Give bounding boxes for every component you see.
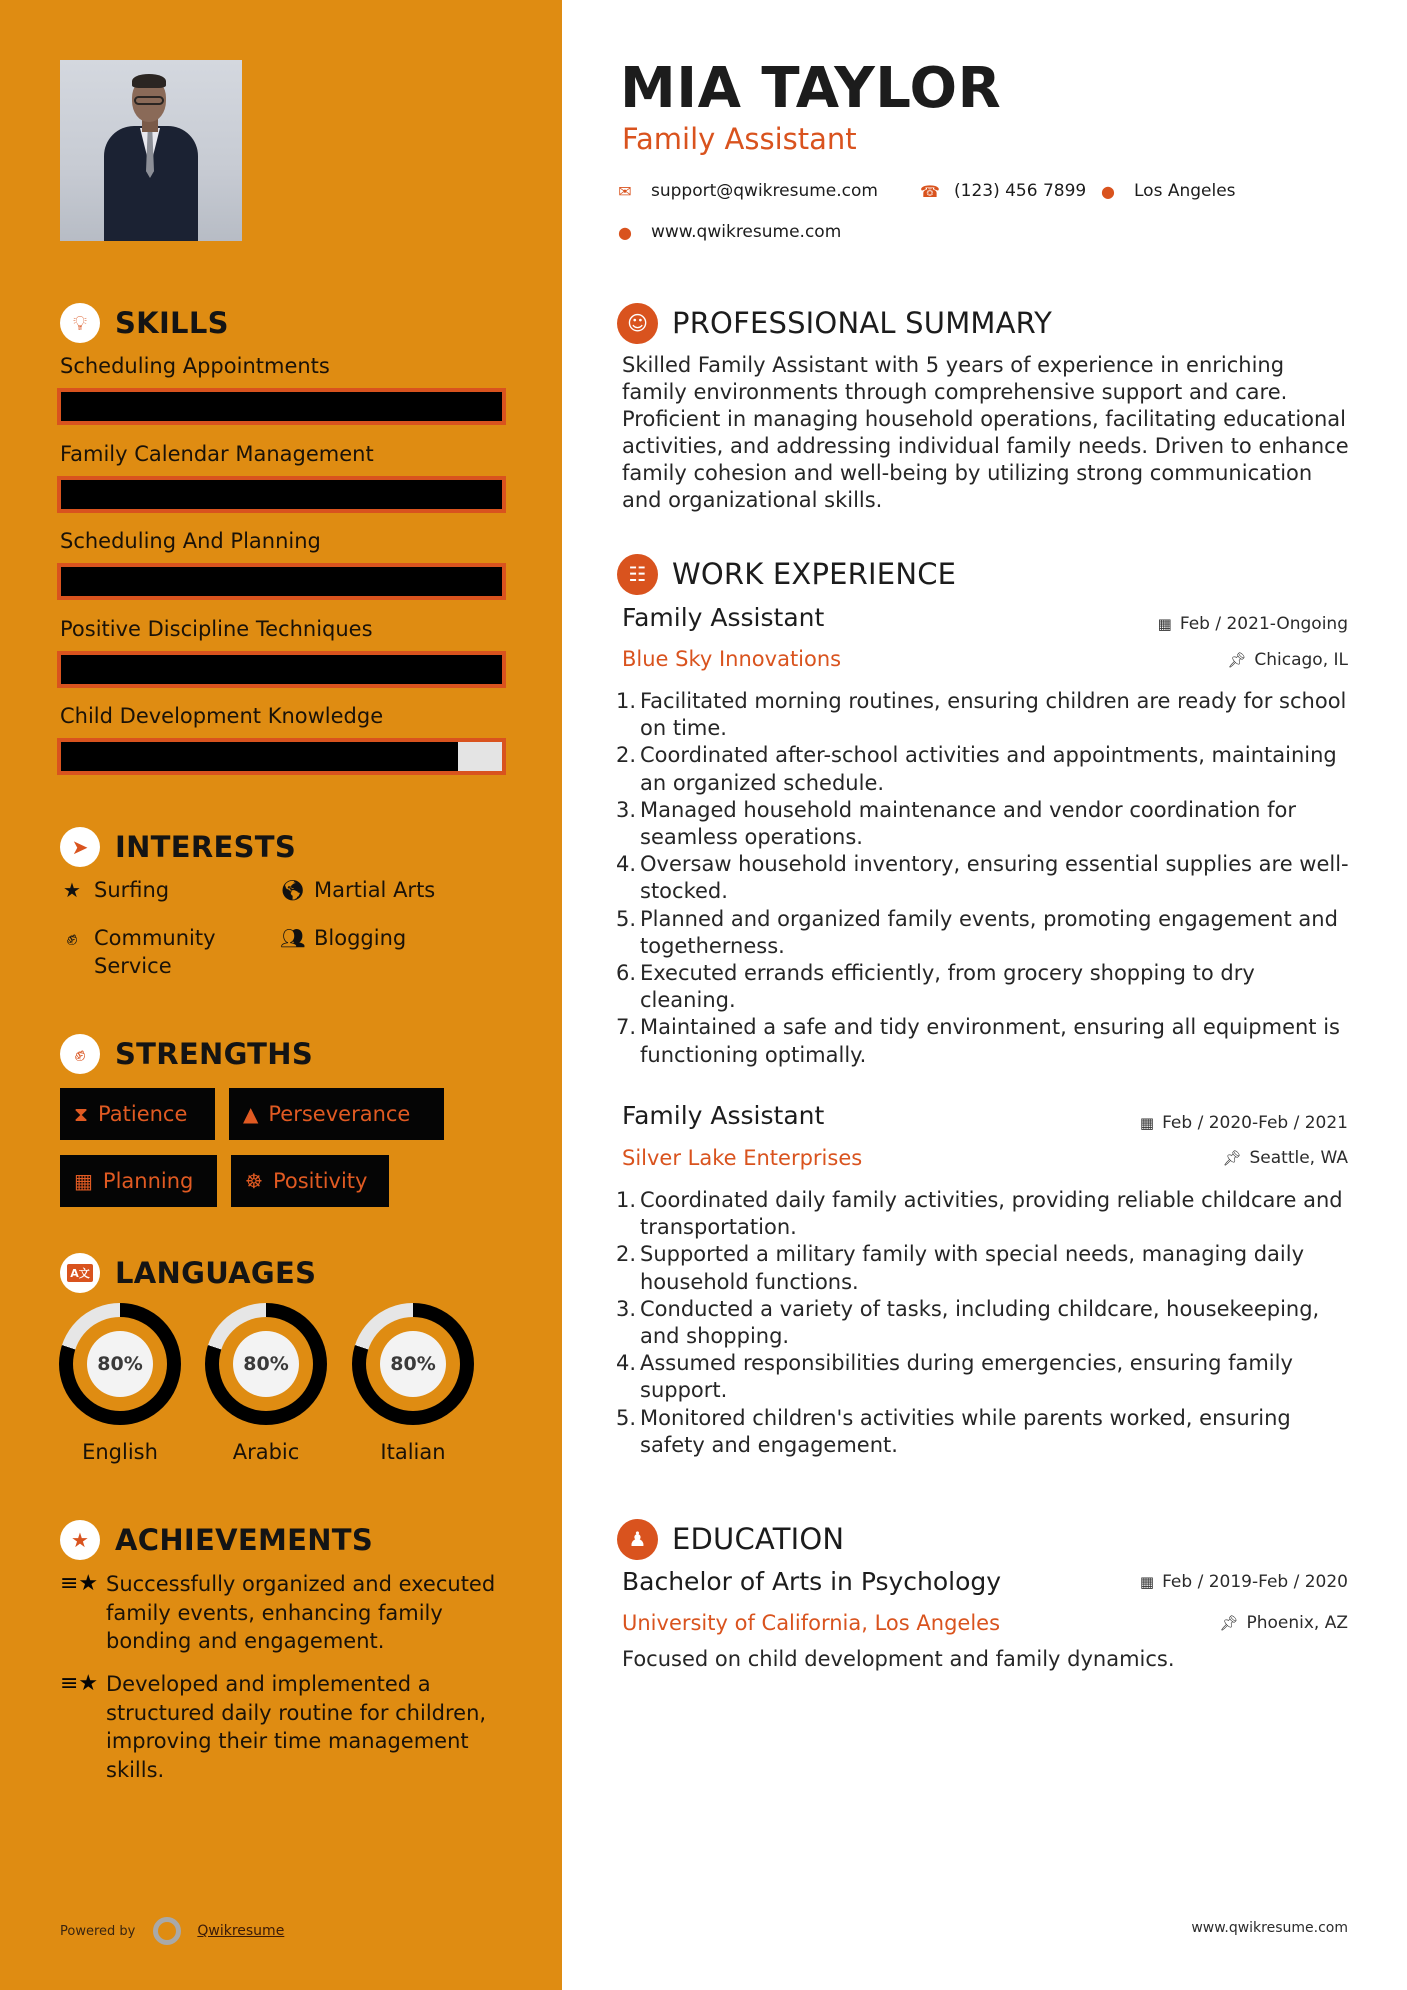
bullet-item: 6. Executed errands efficiently, from grocery shopping to dry cleaning.: [615, 961, 1255, 1013]
candidate-title: Family Assistant: [622, 122, 857, 156]
job-dates: ▦ Feb / 2020-Feb / 2021: [1139, 1113, 1348, 1133]
road-icon: ▲: [243, 1102, 259, 1126]
interest-item: 👥︎ Blogging: [280, 926, 407, 950]
profile-photo: [60, 60, 242, 241]
chair-icon: ☷: [617, 554, 658, 595]
phone-contact: [920, 181, 1086, 201]
degree-title: Bachelor of Arts in Psychology: [622, 1567, 1002, 1596]
language-label: Arabic: [232, 1440, 300, 1464]
website-link[interactable]: www.qwikresume.com: [651, 222, 842, 242]
languages-heading: A文 LANGUAGES: [60, 1252, 316, 1294]
pushpin-icon: 📌︎: [1219, 1614, 1239, 1632]
skill-bar: [57, 738, 506, 775]
job-bullets: [612, 1187, 1357, 1459]
interest-item: ★ Surfing: [60, 876, 260, 904]
bullet-item: 2. Coordinated after-school activities and appointments, maintaining an organized schedule.: [615, 743, 1337, 795]
strength-tag: ▲ Perseverance: [229, 1088, 444, 1140]
language-donut: 80%: [59, 1303, 181, 1425]
powered-by: Powered by Qwikresume: [60, 1917, 284, 1945]
bullet-item: 7. Maintained a safe and tidy environment, ensuring all equipment is functioning optimally.: [615, 1015, 1340, 1067]
job-title: Family Assistant: [622, 603, 825, 632]
star-icon: ★: [63, 878, 81, 902]
bullet-item: 5. Planned and organized family events, promoting engagement and togetherness.: [615, 906, 1338, 958]
skill-label: Scheduling And Planning: [60, 529, 321, 553]
translate-icon: A文: [60, 1253, 100, 1293]
location-text: Los Angeles: [1134, 181, 1236, 201]
skill-label: Family Calendar Management: [60, 442, 374, 466]
calendar-icon: ▦: [74, 1169, 93, 1193]
graduate-icon: ♟: [617, 1519, 658, 1560]
globe-icon: ●: [618, 222, 632, 242]
qwikresume-link[interactable]: Qwikresume: [197, 1923, 285, 1939]
language-label: English: [82, 1440, 158, 1464]
company-name: Blue Sky Innovations: [622, 647, 842, 671]
job-bullets: [612, 688, 1357, 1069]
strength-tag: ☸ Positivity: [231, 1155, 389, 1207]
qwikresume-logo-icon: [153, 1917, 181, 1945]
bullet-item: 2. Supported a military family with special needs, managing daily household functions.: [615, 1242, 1305, 1294]
phone-icon: ☎: [920, 181, 940, 201]
summary-heading: ☺ PROFESSIONAL SUMMARY: [617, 302, 1052, 344]
strength-tag: ▦ Planning: [60, 1155, 217, 1207]
email-link[interactable]: support@qwikresume.com: [651, 181, 878, 201]
education-description: Focused on child development and family dynamics.: [622, 1647, 1175, 1671]
language-label: Italian: [380, 1440, 446, 1464]
bullet-item: 4. Oversaw household inventory, ensuring essential supplies are well-stocked.: [615, 852, 1349, 904]
fist-icon: ✊︎: [66, 926, 78, 950]
achievements-heading: ★ ACHIEVEMENTS: [60, 1519, 373, 1561]
skill-bar: [57, 388, 506, 425]
strength-tag: ⧗ Patience: [60, 1088, 215, 1140]
language-donut: 80%: [205, 1303, 327, 1425]
bullet-item: 5. Monitored children's activities while parents worked, ensuring safety and engagement.: [615, 1405, 1291, 1457]
star-badge-icon: ★: [60, 1520, 100, 1560]
experience-heading: ☷ WORK EXPERIENCE: [617, 553, 956, 595]
skill-label: Scheduling Appointments: [60, 354, 330, 378]
achievement-item: ≡★ Developed and implemented a structured daily routine for children, improving their time management skills.: [60, 1670, 510, 1784]
raised-fist-icon: ✊︎: [60, 1034, 100, 1074]
company-name: Silver Lake Enterprises: [622, 1146, 863, 1170]
shooting-star-icon: ≡★: [60, 1671, 99, 1696]
achievement-item: ≡★ Successfully organized and executed family events, enhancing family bonding and engagement.: [60, 1570, 510, 1656]
pushpin-icon: 📌︎: [1222, 1149, 1242, 1167]
skill-bar: [57, 476, 506, 513]
paper-plane-icon: ➤: [60, 827, 100, 867]
skill-label: Child Development Knowledge: [60, 704, 384, 728]
job-location: 📌︎ Chicago, IL: [1227, 650, 1348, 670]
sidebar: [0, 0, 562, 1990]
language-donut: 80%: [352, 1303, 474, 1425]
footer-website[interactable]: www.qwikresume.com: [1191, 1920, 1348, 1936]
job-dates: ▦ Feb / 2021-Ongoing: [1157, 614, 1348, 634]
envelope-icon: ✉: [618, 181, 632, 201]
bullet-item: 1. Facilitated morning routines, ensuring children are ready for school on time.: [615, 689, 1347, 741]
calendar-icon: ▦: [1139, 1114, 1155, 1132]
calendar-icon: ▦: [1139, 1573, 1155, 1591]
pushpin-icon: 📌︎: [1227, 651, 1247, 669]
school-name: University of California, Los Angeles: [622, 1611, 1001, 1635]
shooting-star-icon: ≡★: [60, 1571, 99, 1596]
map-pin-icon: ●: [1101, 181, 1115, 201]
website-contact: [617, 222, 841, 242]
interest-item: ✊︎ Community Service: [60, 924, 260, 980]
users-icon: 👥︎: [280, 926, 306, 950]
location-contact: [1100, 181, 1236, 201]
phone-number: (123) 456 7899: [954, 181, 1087, 201]
education-heading: ♟ EDUCATION: [617, 1518, 844, 1560]
bullet-item: 3. Conducted a variety of tasks, including childcare, housekeeping, and shopping.: [615, 1296, 1320, 1349]
user-icon: ☺: [617, 303, 658, 344]
bullet-item: 3. Managed household maintenance and vendor coordination for seamless operations.: [615, 797, 1296, 850]
lightbulb-icon: 💡︎: [60, 303, 100, 343]
bullet-item: 4. Assumed responsibilities during emergencies, ensuring family support.: [615, 1351, 1293, 1403]
skill-label: Positive Discipline Techniques: [60, 617, 373, 641]
skills-heading: 💡︎ SKILLS: [60, 302, 229, 344]
interest-item: 🌎︎ Martial Arts: [280, 878, 436, 902]
job-title: Family Assistant: [622, 1101, 825, 1130]
hourglass-icon: ⧗: [74, 1102, 89, 1126]
email-contact: [617, 181, 878, 201]
interests-heading: ➤ INTERESTS: [60, 826, 296, 868]
job-location: 📌︎ Seattle, WA: [1222, 1148, 1348, 1168]
globe-icon: 🌎︎: [280, 878, 306, 902]
calendar-icon: ▦: [1157, 615, 1172, 633]
candidate-name: MIA TAYLOR: [620, 56, 1002, 121]
strengths-heading: ✊︎ STRENGTHS: [60, 1033, 313, 1075]
skill-bar: [57, 651, 506, 688]
education-location: 📌︎ Phoenix, AZ: [1219, 1613, 1348, 1633]
summary-text: Skilled Family Assistant with 5 years of experience in enriching family environments through comprehensive support and care. Proficient in managing household operations, facilitating educational activities, and addressing individual family needs. Driven to enhance family cohesion and well-being by utilizing strong communication and organizational skills.: [622, 353, 1349, 512]
sun-icon: ☸: [245, 1169, 263, 1193]
bullet-item: 1. Coordinated daily family activities, providing reliable childcare and transportation.: [615, 1188, 1343, 1240]
skill-bar: [57, 563, 506, 600]
education-dates: ▦ Feb / 2019-Feb / 2020: [1139, 1572, 1348, 1592]
